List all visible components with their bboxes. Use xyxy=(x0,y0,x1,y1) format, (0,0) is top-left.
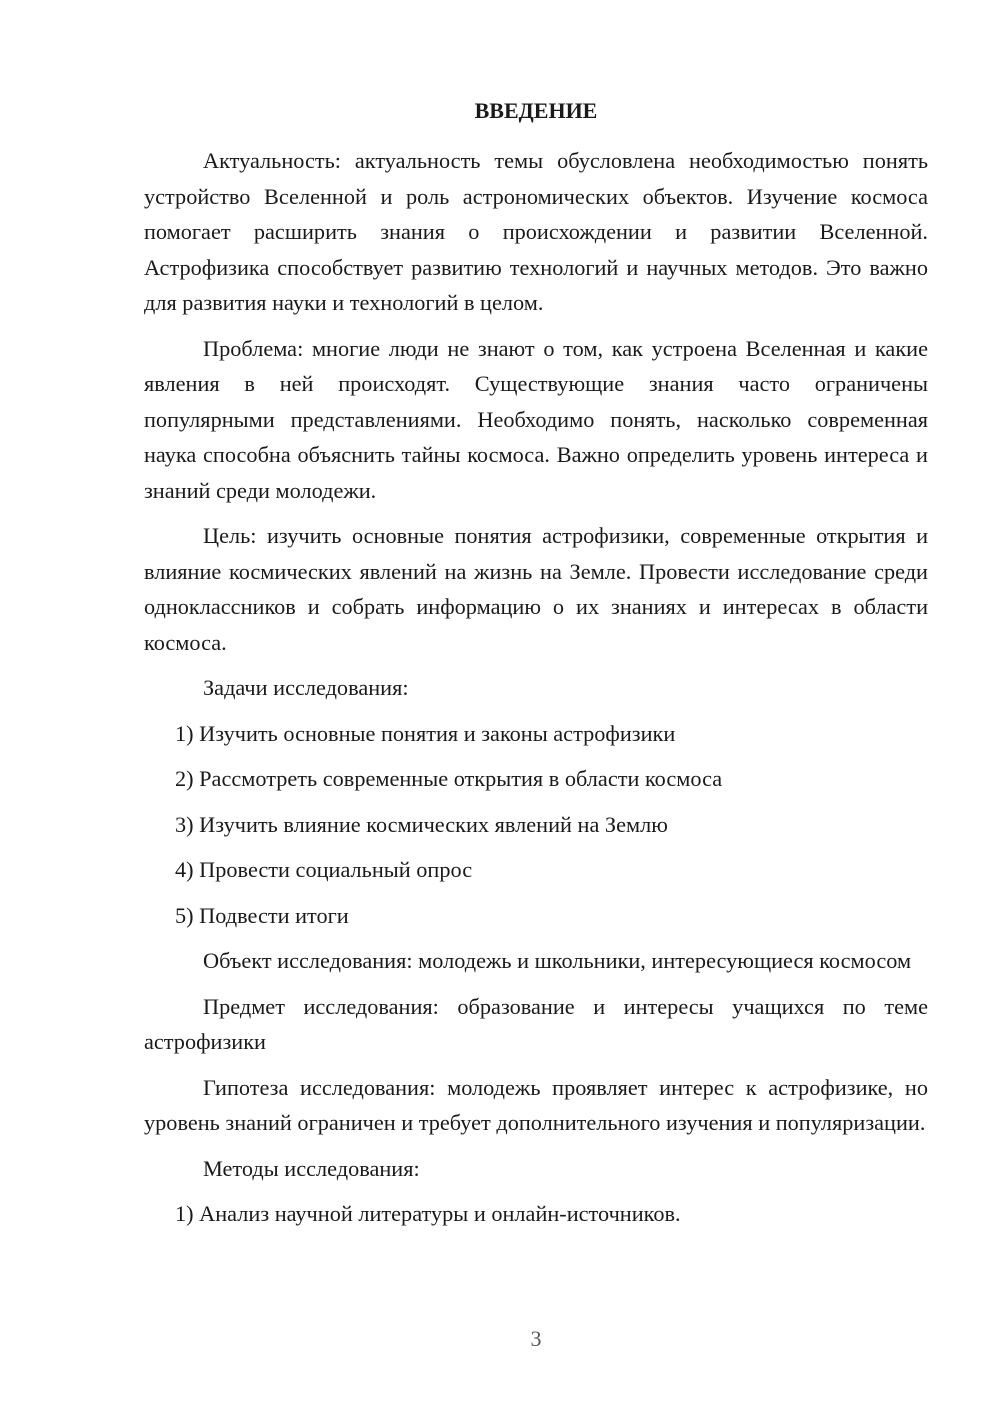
task-item: 2) Рассмотреть современные открытия в области космоса xyxy=(175,766,723,791)
document-body xyxy=(144,143,928,1242)
problem-paragraph: Проблема: многие люди не знают о том, как устроена Вселенная и какие явления в ней происходят. Существующие знания часто ограничены популярными представлениями. Необходимо понять, насколько современная наука способна объяснить тайны космоса. Важно определить уровень интереса и знаний среди молодежи. xyxy=(144,335,928,503)
object-paragraph: Объект исследования: молодежь и школьники, интересующиеся космосом xyxy=(203,948,912,973)
hypothesis-paragraph: Гипотеза исследования: молодежь проявляет интерес к астрофизике, но уровень знаний ограничен и требует дополнительного изучения и популяризации. xyxy=(144,1074,928,1135)
task-item: 1) Изучить основные понятия и законы астрофизики xyxy=(175,720,676,746)
task-item: 5) Подвести итоги xyxy=(175,902,349,928)
task-item: 4) Провести социальный опрос xyxy=(175,857,473,882)
task-item: 3) Изучить влияние космических явлений на Землю xyxy=(175,811,668,837)
page-title: ВВЕДЕНИЕ xyxy=(474,98,598,123)
relevance-paragraph: Актуальность: актуальность темы обусловлена необходимостью понять устройство Вселенной и роль астрономических объектов. Изучение космоса помогает расширить знания о происхождении и развитии Вселенной. Астрофизика способствует развитию технологий и научных методов. Это важно для развития науки и технологий в целом. xyxy=(144,148,928,315)
tasks-heading: Задачи исследования: xyxy=(203,675,409,700)
page-number: 3 xyxy=(530,1326,542,1351)
method-item: 1) Анализ научной литературы и онлайн-источников. xyxy=(175,1201,681,1226)
methods-heading: Методы исследования: xyxy=(203,1155,420,1181)
goal-paragraph: Цель: изучить основные понятия астрофизики, современные открытия и влияние космических явлений на жизнь на Земле. Провести исследование среди одноклассников и собрать информацию о их знаниях и интересах в области космоса. xyxy=(144,523,928,655)
subject-paragraph: Предмет исследования: образование и интересы учащихся по теме астрофизики xyxy=(144,993,928,1054)
